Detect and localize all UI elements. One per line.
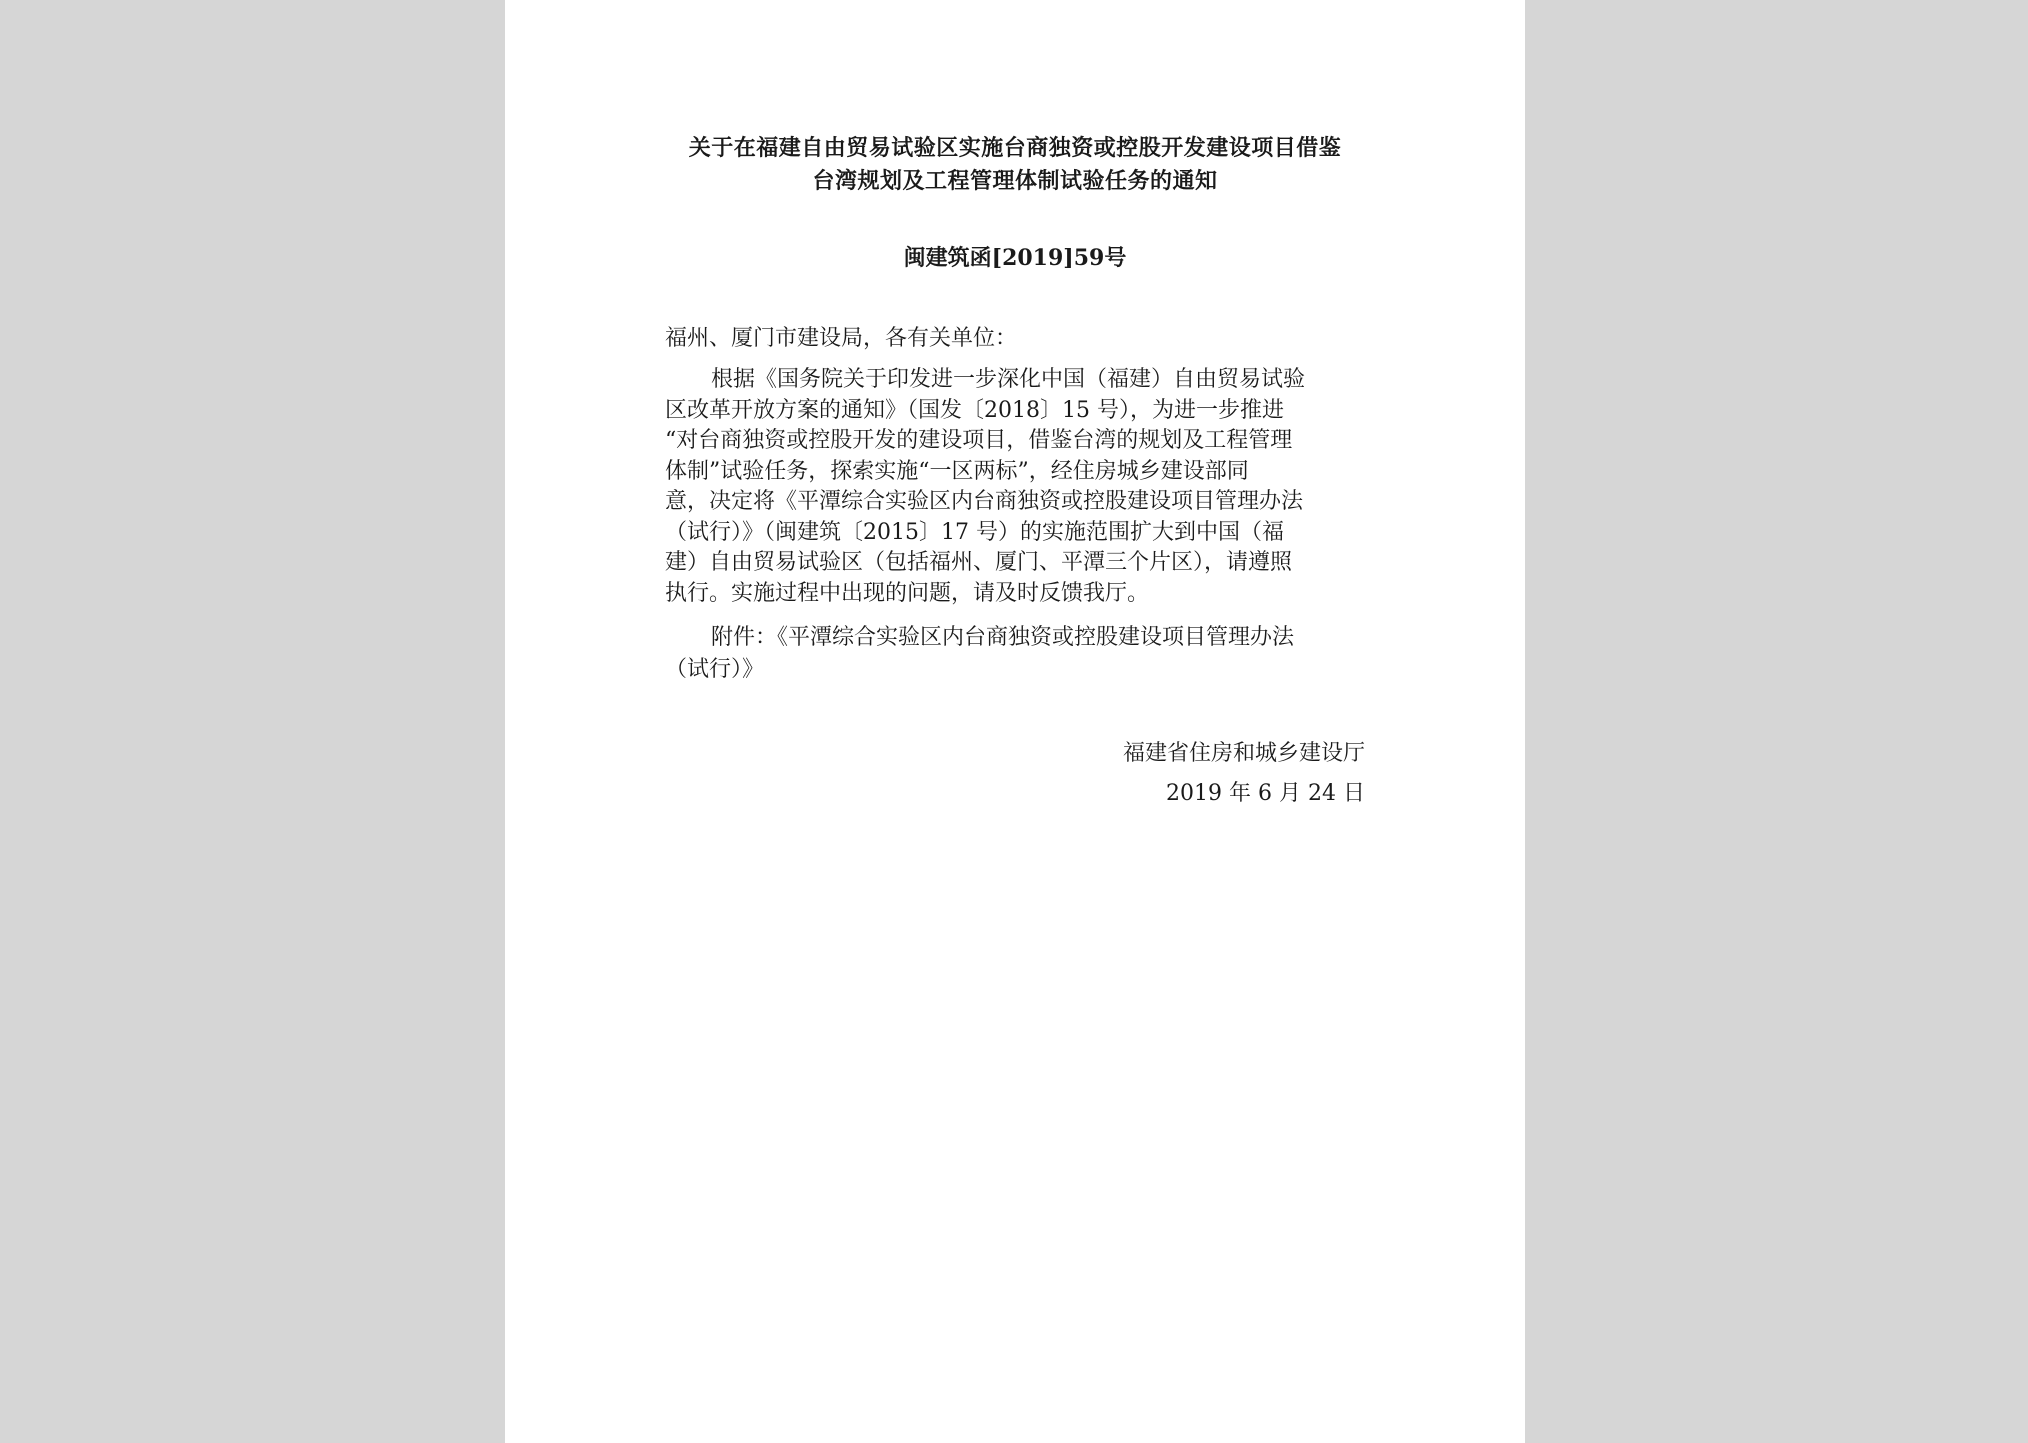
document-number: 闽建筑函[2019]59号	[903, 245, 1127, 271]
body-line: 建）自由贸易试验区（包括福州、厦门、平潭三个片区），请遵照	[665, 550, 1293, 575]
attachment-line: （试行）》	[665, 657, 765, 682]
body-line: “对台商独资或控股开发的建设项目，借鉴台湾的规划及工程管理	[665, 428, 1293, 453]
body-paragraph	[665, 365, 1365, 609]
title-line-2: 台湾规划及工程管理体制试验任务的通知	[812, 168, 1218, 194]
body-line: （试行）》（闽建筑〔2015〕17 号）的实施范围扩大到中国（福	[665, 519, 1284, 545]
body-line: 区改革开放方案的通知》（国发〔2018〕15 号），为进一步推进	[665, 397, 1284, 423]
body-line: 意，决定将《平潭综合实验区内台商独资或控股建设项目管理办法	[665, 489, 1304, 514]
salutation: 福州、厦门市建设局，各有关单位：	[665, 326, 1018, 351]
body-line: 根据《国务院关于印发进一步深化中国（福建）自由贸易试验	[711, 367, 1306, 392]
issue-date: 2019 年 6 月 24 日	[1166, 781, 1365, 806]
document-title	[665, 132, 1365, 198]
issuer-name: 福建省住房和城乡建设厅	[1122, 741, 1365, 766]
body-line: 执行。实施过程中出现的问题，请及时反馈我厅。	[665, 580, 1150, 606]
document-page	[505, 0, 1525, 1443]
signature-block	[1123, 734, 1365, 814]
attachment-paragraph	[665, 622, 1365, 686]
body-line: 体制”试验任务，探索实施“一区两标”，经住房城乡建设部同	[665, 458, 1249, 484]
attachment-line: 附件：《平潭综合实验区内台商独资或控股建设项目管理办法	[711, 625, 1295, 650]
title-line-1: 关于在福建自由贸易试验区实施台商独资或控股开发建设项目借鉴	[688, 135, 1342, 161]
